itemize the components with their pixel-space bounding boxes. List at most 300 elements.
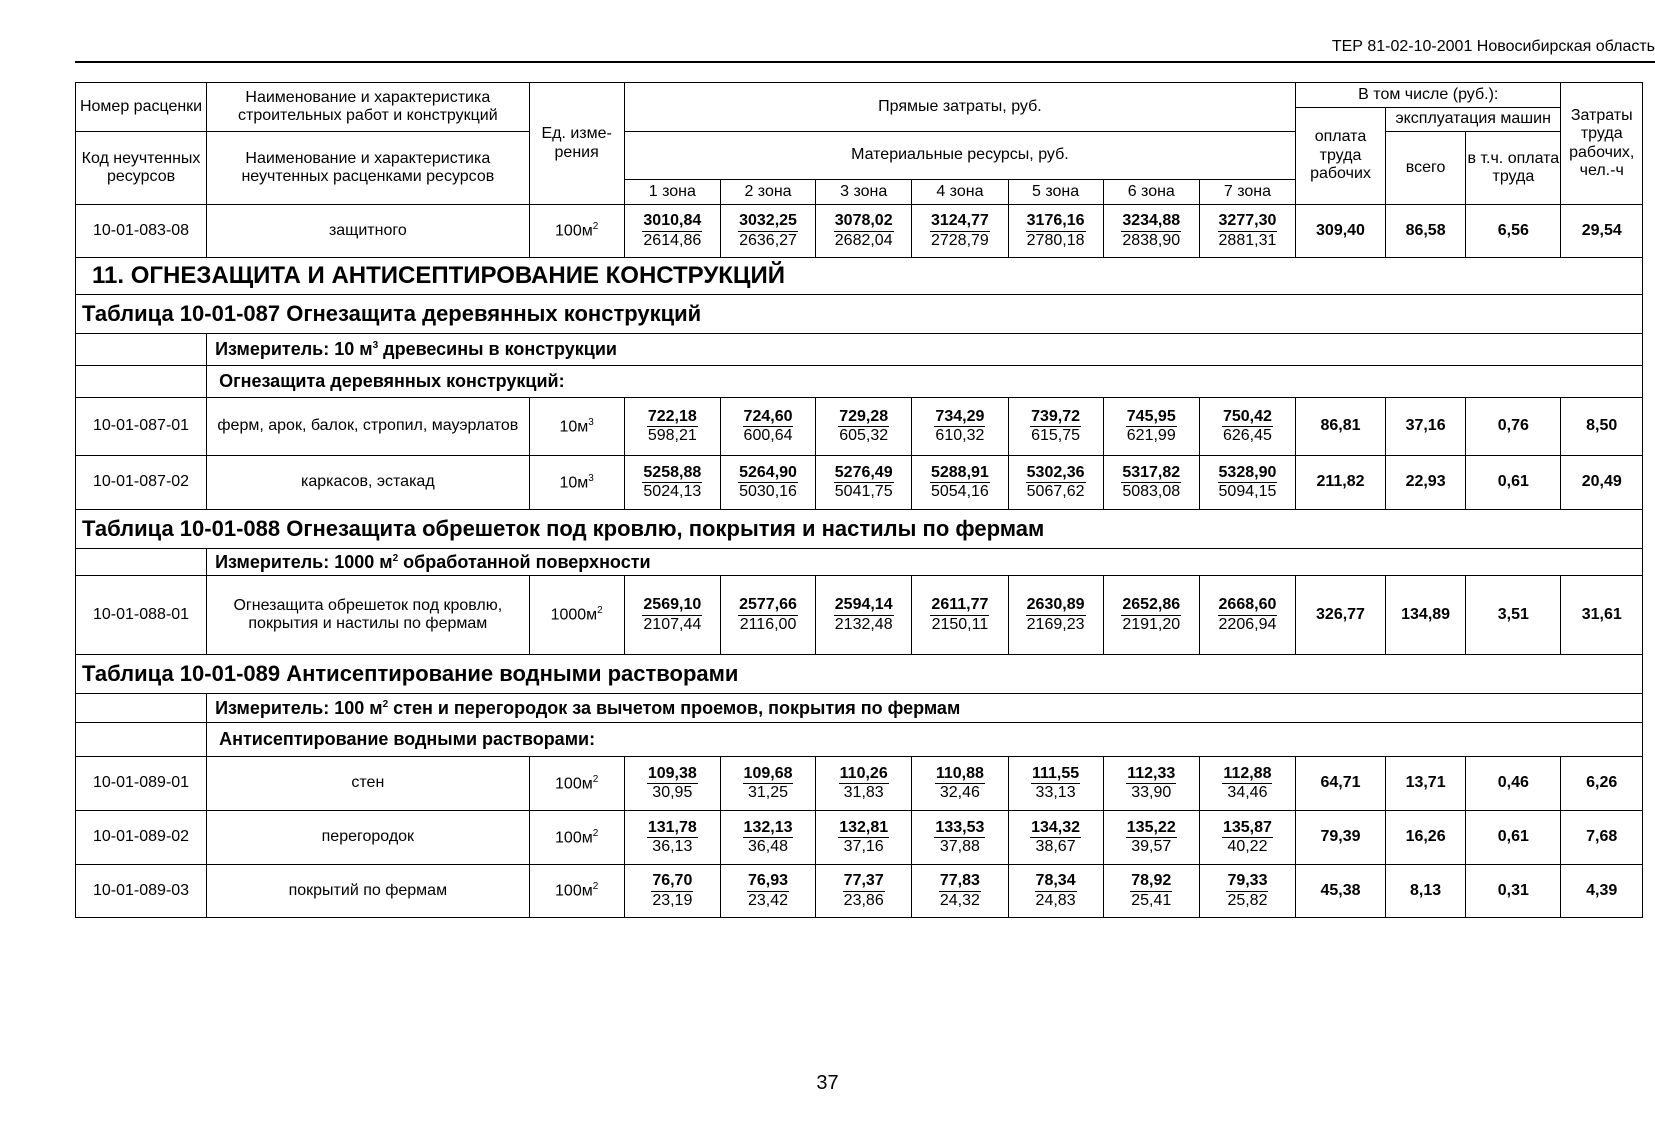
zone-cost (1199, 456, 1295, 510)
material-cost: 36,48 (747, 838, 789, 855)
table-row (76, 757, 1643, 811)
cost-fraction (1030, 819, 1081, 857)
zone-cost (624, 398, 720, 456)
value-oplata: 86,81 (1296, 398, 1386, 456)
material-cost: 2838,90 (1122, 231, 1181, 249)
zone-cost (624, 865, 720, 918)
direct-cost: 3176,16 (1026, 212, 1086, 231)
direct-cost: 2569,10 (642, 596, 702, 615)
unit-power: 2 (592, 773, 599, 785)
direct-cost: 2611,77 (930, 596, 989, 615)
material-cost: 615,75 (1031, 427, 1081, 444)
direct-cost: 78,92 (1130, 872, 1172, 891)
cost-fraction (930, 596, 989, 634)
group-title: Огнезащита деревянных конструкций: (207, 366, 1643, 398)
cost-fraction (1121, 212, 1181, 250)
material-cost: 598,21 (647, 427, 697, 444)
rate-unit (529, 757, 624, 811)
value-oplata: 64,71 (1296, 757, 1386, 811)
direct-cost: 131,78 (647, 819, 698, 838)
cost-fraction (1222, 819, 1273, 857)
direct-cost: 5328,90 (1218, 464, 1278, 483)
value-vsego: 86,58 (1385, 205, 1465, 258)
direct-cost: 132,81 (838, 819, 889, 838)
zone-cost (1008, 865, 1103, 918)
direct-cost: 5264,90 (738, 464, 798, 483)
unit-text: 1000м (550, 606, 598, 624)
meter-text (207, 334, 1643, 366)
cost-fraction (747, 872, 789, 910)
cost-fraction (647, 765, 698, 803)
material-cost: 2116,00 (739, 615, 797, 633)
header-nomer: Номер расценки (76, 83, 207, 132)
value-vtch: 0,46 (1466, 757, 1561, 811)
rate-name: ферм, арок, балок, стропил, мауэрлатов (207, 398, 529, 456)
material-cost: 38,67 (1035, 838, 1076, 855)
zone-cost (816, 811, 912, 865)
value-zatraty: 4,39 (1561, 865, 1643, 918)
table-row (76, 205, 1643, 258)
table-row (76, 576, 1643, 655)
material-cost: 5024,13 (643, 483, 702, 500)
meter-spacer (76, 334, 207, 366)
value-vsego: 8,13 (1385, 865, 1465, 918)
value-vtch: 0,31 (1466, 865, 1561, 918)
direct-cost: 2594,14 (834, 596, 894, 615)
cost-fraction (743, 819, 794, 857)
zone-cost (816, 865, 912, 918)
zone-cost (624, 205, 720, 258)
cost-fraction (1026, 212, 1086, 250)
value-oplata: 309,40 (1296, 205, 1386, 258)
cost-fraction (1218, 464, 1278, 502)
group-title: Антисептирование водными растворами: (207, 723, 1643, 757)
direct-cost: 76,93 (747, 872, 789, 891)
cost-fraction (647, 819, 698, 857)
direct-cost: 112,33 (1126, 765, 1176, 784)
cost-fraction (1126, 765, 1176, 803)
zone-cost (1199, 811, 1295, 865)
cost-fraction (1121, 464, 1181, 502)
rate-unit (529, 865, 624, 918)
cost-fraction (743, 408, 794, 446)
zone-cost (624, 757, 720, 811)
header-vsego: всего (1385, 132, 1465, 205)
direct-cost: 5288,91 (930, 464, 990, 483)
unit-power: 3 (588, 416, 594, 428)
unit-text: 10м (559, 417, 589, 435)
direct-cost: 5302,36 (1026, 464, 1086, 483)
cost-fraction (1222, 408, 1273, 446)
material-cost: 23,19 (652, 891, 693, 909)
material-cost: 2150,11 (931, 615, 989, 633)
cost-fraction (1126, 408, 1177, 446)
rate-unit (529, 398, 624, 456)
header-zone: 5 зона (1008, 180, 1103, 205)
cost-fraction (1218, 596, 1278, 634)
direct-cost: 2652,86 (1121, 596, 1181, 615)
unit-power: 2 (592, 221, 599, 233)
material-cost: 24,32 (939, 891, 980, 909)
header-oplata: оплата труда рабочих (1296, 108, 1386, 205)
direct-cost: 2668,60 (1218, 596, 1278, 615)
meter-power: 3 (372, 340, 379, 352)
value-vsego: 22,93 (1385, 456, 1465, 510)
group-spacer (76, 723, 207, 757)
direct-cost: 734,29 (934, 408, 985, 427)
cost-fraction (642, 596, 702, 634)
meter-row (76, 334, 1643, 366)
group-spacer (76, 366, 207, 398)
direct-cost: 110,26 (839, 765, 889, 784)
direct-cost: 5317,82 (1121, 464, 1181, 483)
meter-row (76, 549, 1643, 576)
zone-cost (1008, 205, 1103, 258)
direct-cost: 722,18 (647, 408, 698, 427)
material-cost: 24,83 (1035, 891, 1076, 909)
material-cost: 2682,04 (834, 231, 893, 249)
zone-cost (1008, 576, 1103, 655)
header-vtch: в т.ч. оплата труда (1466, 132, 1561, 205)
direct-cost: 111,55 (1031, 765, 1080, 784)
zone-cost (720, 576, 815, 655)
direct-cost: 134,32 (1030, 819, 1081, 838)
direct-cost: 135,87 (1222, 819, 1273, 838)
rate-name: покрытий по фермам (207, 865, 529, 918)
zone-cost (720, 205, 815, 258)
meter-suffix: стен и перегородок за вычетом проемов, покрытия по фермам (388, 697, 961, 718)
meter-suffix: древесины в конструкции (378, 339, 618, 360)
zone-cost (720, 398, 815, 456)
cost-fraction (935, 765, 985, 803)
rate-unit (529, 811, 624, 865)
material-cost: 2881,31 (1218, 231, 1277, 249)
material-cost: 2191,20 (1122, 615, 1181, 633)
rate-name: каркасов, эстакад (207, 456, 529, 510)
value-zatraty: 8,50 (1561, 398, 1643, 456)
value-oplata: 326,77 (1296, 576, 1386, 655)
unit-power: 2 (592, 881, 599, 893)
material-cost: 2169,23 (1026, 615, 1085, 633)
value-zatraty: 31,61 (1561, 576, 1643, 655)
rate-name: стен (207, 757, 529, 811)
value-vsego: 134,89 (1385, 576, 1465, 655)
direct-cost: 2577,66 (738, 596, 798, 615)
direct-cost: 77,37 (843, 872, 885, 891)
material-cost: 5030,16 (739, 483, 797, 500)
header-zone: 4 зона (912, 180, 1008, 205)
zone-cost (624, 576, 720, 655)
material-cost: 2614,86 (643, 231, 702, 249)
cost-fraction (738, 596, 798, 634)
table-089-title: Таблица 10-01-089 Антисептирование водными растворами (76, 655, 1643, 694)
zone-cost (1103, 811, 1199, 865)
material-cost: 605,32 (839, 427, 889, 444)
zone-cost (1103, 576, 1199, 655)
zone-cost (912, 865, 1008, 918)
header-zone: 7 зона (1199, 180, 1295, 205)
header-ekspl: эксплуатация машин (1385, 108, 1561, 132)
group-row (76, 723, 1643, 757)
zone-cost (1199, 398, 1295, 456)
meter-power: 2 (392, 552, 399, 564)
rate-code: 10-01-089-03 (76, 865, 207, 918)
material-cost: 5041,75 (834, 483, 893, 500)
meter-spacer (76, 694, 207, 723)
material-cost: 621,99 (1126, 427, 1176, 444)
direct-cost: 724,60 (743, 408, 794, 427)
header-naim: Наименование и характеристика строительных работ и конструкций (207, 83, 529, 132)
cost-fraction (843, 872, 885, 910)
material-cost: 2132,48 (834, 615, 893, 633)
unit-text: 100м (555, 828, 593, 846)
direct-cost: 5276,49 (834, 464, 894, 483)
zone-cost (912, 398, 1008, 456)
cost-fraction (1222, 765, 1272, 803)
rate-unit (529, 576, 624, 655)
zone-cost (624, 456, 720, 510)
material-cost: 2636,27 (739, 231, 797, 249)
zone-cost (912, 205, 1008, 258)
zone-cost (816, 576, 912, 655)
zone-cost (720, 811, 815, 865)
page-number: 37 (816, 1072, 839, 1094)
meter-text (207, 549, 1643, 576)
value-oplata: 45,38 (1296, 865, 1386, 918)
material-cost: 36,13 (652, 838, 693, 855)
direct-cost: 110,88 (935, 765, 985, 784)
material-cost: 600,64 (743, 427, 793, 444)
material-cost: 2206,94 (1218, 615, 1277, 633)
rate-unit (529, 205, 624, 258)
zone-cost (1008, 398, 1103, 456)
direct-cost: 745,95 (1126, 408, 1177, 427)
meter-prefix: Измеритель: 1000 м (215, 551, 393, 572)
header-kod: Код неучтенных ресурсов (76, 132, 207, 205)
material-cost: 626,45 (1222, 427, 1272, 444)
cost-fraction (834, 464, 894, 502)
material-cost: 32,46 (939, 784, 980, 801)
unit-text: 100м (555, 882, 593, 900)
header-mat: Материальные ресурсы, руб. (624, 132, 1295, 180)
table-088-title: Таблица 10-01-088 Огнезащита обрешеток под кровлю, покрытия и настилы по фермам (76, 510, 1643, 549)
value-vtch: 6,56 (1466, 205, 1561, 258)
material-cost: 33,90 (1131, 784, 1172, 801)
cost-fraction (738, 464, 798, 502)
value-oplata: 211,82 (1296, 456, 1386, 510)
direct-cost: 750,42 (1222, 408, 1273, 427)
material-cost: 37,16 (843, 838, 884, 855)
value-vsego: 16,26 (1385, 811, 1465, 865)
rate-code: 10-01-089-01 (76, 757, 207, 811)
rate-code: 10-01-087-02 (76, 456, 207, 510)
cost-fraction (934, 408, 985, 446)
direct-cost: 132,13 (743, 819, 794, 838)
rate-name: перегородок (207, 811, 529, 865)
table-row (76, 811, 1643, 865)
zone-cost (720, 757, 815, 811)
header-zatraty: Затраты труда рабочих, чел.-ч (1561, 83, 1643, 205)
meter-suffix: обработанной поверхности (398, 551, 651, 572)
material-cost: 25,82 (1227, 891, 1268, 909)
cost-fraction (1031, 765, 1080, 803)
material-cost: 5094,15 (1218, 483, 1277, 500)
direct-cost: 112,88 (1222, 765, 1272, 784)
group-row (76, 366, 1643, 398)
rate-unit (529, 456, 624, 510)
direct-cost: 3032,25 (738, 212, 798, 231)
direct-cost: 2630,89 (1026, 596, 1086, 615)
zone-cost (1008, 456, 1103, 510)
cost-fraction (838, 819, 889, 857)
material-cost: 33,13 (1035, 784, 1076, 801)
cost-fraction (1226, 872, 1268, 910)
section-title-row (76, 258, 1643, 295)
material-cost: 610,32 (935, 427, 985, 444)
direct-cost: 133,53 (934, 819, 985, 838)
table-088-title-row (76, 510, 1643, 549)
unit-power: 2 (597, 605, 603, 617)
table-row (76, 865, 1643, 918)
meter-row (76, 694, 1643, 723)
meter-prefix: Измеритель: 10 м (215, 339, 373, 360)
unit-power: 3 (588, 472, 594, 484)
zone-cost (912, 757, 1008, 811)
header-naim-neuch: Наименование и характеристика неучтенных расценками ресурсов (207, 132, 529, 205)
value-zatraty: 20,49 (1561, 456, 1643, 510)
zone-cost (816, 398, 912, 456)
table-row (76, 456, 1643, 510)
cost-fraction (738, 212, 798, 250)
zone-cost (1103, 456, 1199, 510)
section-title: 11. ОГНЕЗАЩИТА И АНТИСЕПТИРОВАНИЕ КОНСТРУКЦИЙ (76, 258, 1643, 295)
direct-cost: 109,68 (743, 765, 794, 784)
value-vtch: 0,61 (1466, 456, 1561, 510)
material-cost: 2728,79 (930, 231, 989, 249)
table-087-title: Таблица 10-01-087 Огнезащита деревянных конструкций (76, 295, 1643, 334)
header-ed: Ед. изме- рения (529, 83, 624, 205)
header-zone: 2 зона (720, 180, 815, 205)
rate-code: 10-01-089-02 (76, 811, 207, 865)
cost-fraction (1130, 872, 1172, 910)
zone-cost (912, 811, 1008, 865)
value-vsego: 37,16 (1385, 398, 1465, 456)
direct-cost: 79,33 (1226, 872, 1268, 891)
material-cost: 5054,16 (930, 483, 989, 500)
unit-text: 10м (559, 473, 589, 491)
value-vtch: 3,51 (1466, 576, 1561, 655)
cost-fraction (838, 408, 889, 446)
material-cost: 31,83 (843, 784, 884, 801)
zone-cost (1199, 576, 1295, 655)
material-cost: 2107,44 (643, 615, 702, 633)
meter-prefix: Измеритель: 100 м (215, 697, 383, 718)
direct-cost: 3277,30 (1218, 212, 1278, 231)
direct-cost: 77,83 (939, 872, 981, 891)
zone-cost (816, 205, 912, 258)
material-cost: 37,88 (939, 838, 980, 855)
meter-spacer (76, 549, 207, 576)
rate-code: 10-01-083-08 (76, 205, 207, 258)
cost-fraction (930, 464, 990, 502)
cost-fraction (1030, 408, 1081, 446)
table-row (76, 398, 1643, 456)
zone-cost (720, 456, 815, 510)
material-cost: 5083,08 (1122, 483, 1181, 500)
material-cost: 30,95 (652, 784, 693, 801)
material-cost: 5067,62 (1026, 483, 1085, 500)
material-cost: 23,86 (843, 891, 884, 909)
cost-fraction (743, 765, 794, 803)
cost-fraction (1026, 596, 1086, 634)
cost-fraction (647, 408, 698, 446)
zone-cost (1008, 811, 1103, 865)
direct-cost: 3078,02 (834, 212, 894, 231)
cost-fraction (651, 872, 693, 910)
direct-cost: 3234,88 (1121, 212, 1181, 231)
cost-fraction (930, 212, 990, 250)
cost-fraction (1026, 464, 1086, 502)
value-oplata: 79,39 (1296, 811, 1386, 865)
cost-fraction (1218, 212, 1278, 250)
running-header: ТЕР 81-02-10-2001 Новосибирская область (1331, 38, 1655, 55)
value-vsego: 13,71 (1385, 757, 1465, 811)
price-table (75, 82, 1643, 918)
zone-cost (1103, 865, 1199, 918)
zone-cost (720, 865, 815, 918)
cost-fraction (642, 464, 702, 502)
table-087-title-row (76, 295, 1643, 334)
meter-text (207, 694, 1643, 723)
material-cost: 39,57 (1131, 838, 1172, 855)
direct-cost: 76,70 (651, 872, 693, 891)
rate-name: Огнезащита обрешеток под кровлю, покрытия и настилы по фермам (207, 576, 529, 655)
zone-cost (816, 456, 912, 510)
header-zone: 1 зона (624, 180, 720, 205)
direct-cost: 739,72 (1030, 408, 1081, 427)
header-zone: 6 зона (1103, 180, 1199, 205)
cost-fraction (834, 596, 894, 634)
zone-cost (816, 757, 912, 811)
zone-cost (912, 576, 1008, 655)
direct-cost: 109,38 (647, 765, 698, 784)
value-vtch: 0,76 (1466, 398, 1561, 456)
cost-fraction (934, 819, 985, 857)
zone-cost (1199, 757, 1295, 811)
cost-fraction (834, 212, 894, 250)
value-zatraty: 7,68 (1561, 811, 1643, 865)
direct-cost: 729,28 (838, 408, 889, 427)
direct-cost: 78,34 (1035, 872, 1077, 891)
cost-fraction (642, 212, 702, 250)
table-089-title-row (76, 655, 1643, 694)
rate-code: 10-01-087-01 (76, 398, 207, 456)
material-cost: 25,41 (1131, 891, 1172, 909)
zone-cost (1199, 205, 1295, 258)
direct-cost: 5258,88 (642, 464, 702, 483)
header-v-tom-chisle: В том числе (руб.): (1296, 83, 1561, 108)
direct-cost: 3124,77 (930, 212, 990, 231)
rate-code: 10-01-088-01 (76, 576, 207, 655)
value-vtch: 0,61 (1466, 811, 1561, 865)
meter-power: 2 (382, 698, 389, 710)
cost-fraction (1035, 872, 1077, 910)
unit-text: 100м (555, 774, 593, 792)
direct-cost: 3010,84 (642, 212, 702, 231)
value-zatraty: 29,54 (1561, 205, 1643, 258)
material-cost: 31,25 (747, 784, 789, 801)
cost-fraction (839, 765, 889, 803)
